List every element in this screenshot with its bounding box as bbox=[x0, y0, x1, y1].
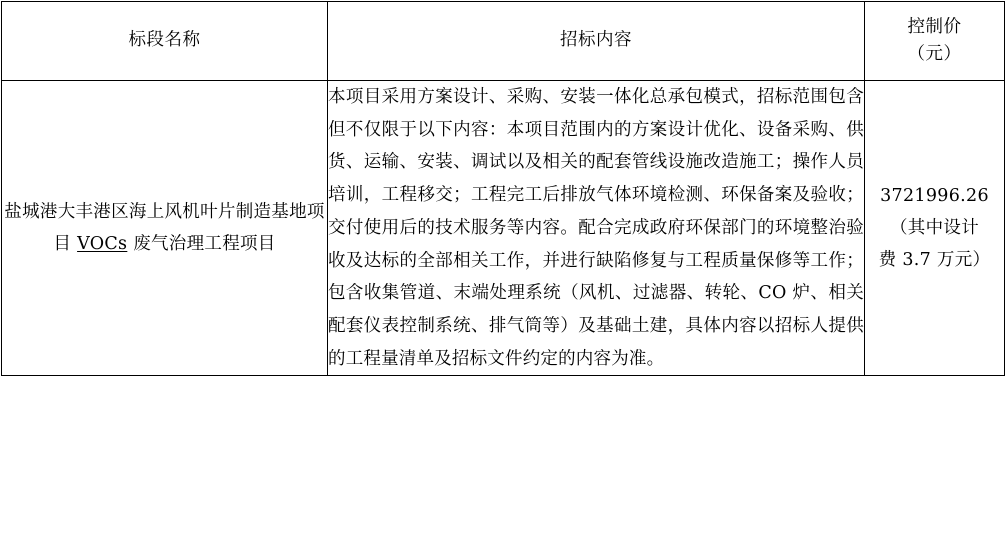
section-name-part1: 盐城港大丰港区海上风机叶片制造基地项目 bbox=[4, 201, 325, 255]
section-name-underlined: VOCs bbox=[77, 234, 128, 255]
cell-bid-content: 本项目采用方案设计、采购、安装一体化总承包模式，招标范围包含但不仅限于以下内容：本项目范围内的方案设计优化、设备采购、供货、运输、安装、调试以及相关的配套管线设施改造施工；操作人员培训，工程移交；工程完工后排放气体环境检测、环保备案及验收；交付使用后的技术服务等内容。配合完成政府环保部门的环境整治验收及达标的全部相关工作，并进行缺陷修复与工程质量保修等工作；包含收集管道、末端处理系统（风机、过滤器、转轮、CO 炉、相关配套仪表控制系统、排气筒等）及基础土建，具体内容以招标人提供的工程量清单及招标文件约定的内容为准。 bbox=[328, 81, 865, 376]
header-control-price-line1: 控制价 bbox=[907, 16, 962, 37]
table-header-row bbox=[2, 2, 1005, 81]
header-control-price bbox=[865, 2, 1005, 81]
header-bid-content: 招标内容 bbox=[328, 2, 865, 81]
control-price-note-line1: （其中设计 bbox=[890, 218, 979, 239]
document-page bbox=[0, 1, 1005, 556]
section-name-part2: 废气治理工程项目 bbox=[127, 234, 276, 255]
header-control-price-line2: （元） bbox=[907, 44, 962, 64]
header-section-name: 标段名称 bbox=[2, 2, 328, 81]
control-price-note-line2: 费 3.7 万元） bbox=[878, 250, 991, 271]
cell-section-name bbox=[2, 81, 328, 376]
bid-information-table bbox=[1, 1, 1005, 376]
control-price-amount: 3721996.26 bbox=[880, 185, 989, 206]
table-row bbox=[2, 81, 1005, 376]
cell-control-price bbox=[865, 81, 1005, 376]
